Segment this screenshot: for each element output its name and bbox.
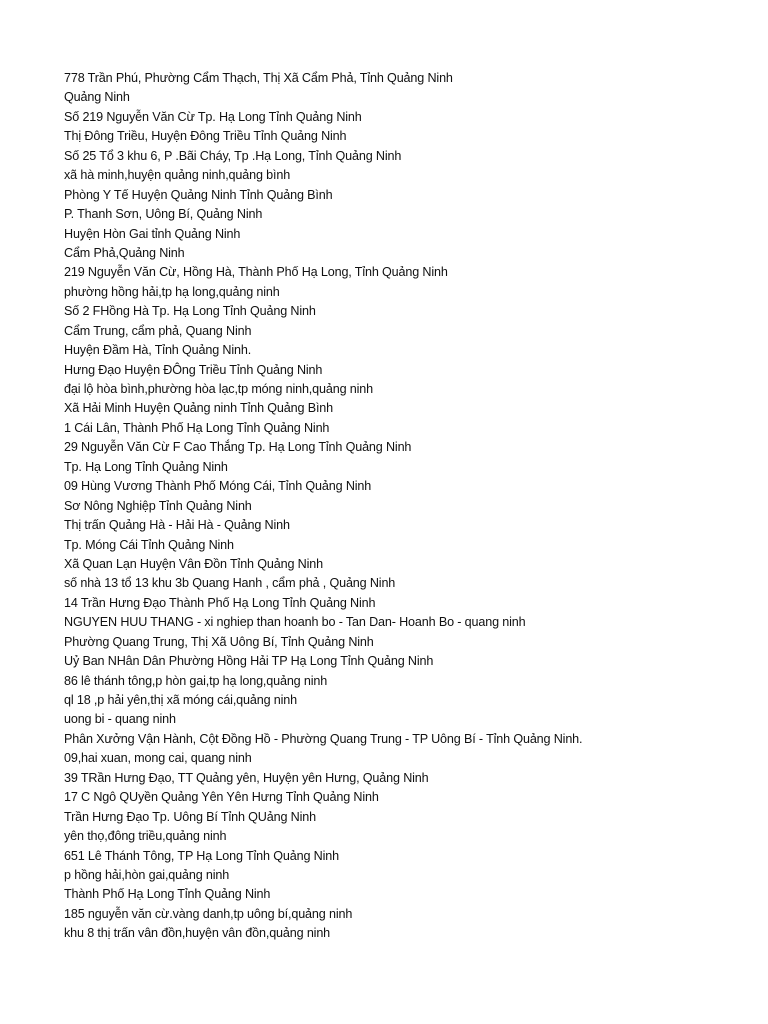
- address-line: p hồng hải,hòn gai,quảng ninh: [64, 867, 230, 882]
- address-line: 86 lê thánh tông,p hòn gai,tp hạ long,quảng ninh: [64, 673, 328, 688]
- address-line: Thị trấn Quảng Hà - Hải Hà - Quảng Ninh: [64, 518, 290, 533]
- address-line: ql 18 ,p hải yên,thị xã móng cái,quảng ninh: [64, 693, 297, 707]
- address-line: 39 TRần Hưng Đạo, TT Quảng yên, Huyện yên Hưng, Quảng Ninh: [64, 770, 429, 785]
- address-line: 219 Nguyễn Văn Cừ, Hồng Hà, Thành Phố Hạ Long, Tỉnh Quảng Ninh: [64, 265, 448, 280]
- address-line: 778 Trần Phú, Phường Cẩm Thạch, Thị Xã Cẩm Phả, Tỉnh Quảng Ninh: [64, 71, 453, 85]
- address-line: Huyện Đầm Hà, Tỉnh Quảng Ninh.: [64, 343, 252, 358]
- address-line: xã hà minh,huyện quảng ninh,quảng bình: [64, 168, 291, 183]
- address-line: Quảng Ninh: [64, 90, 130, 105]
- address-line: Uỷ Ban NHân Dân Phường Hồng Hải TP Hạ Long Tỉnh Quảng Ninh: [64, 654, 434, 669]
- address-line: Phòng Y Tế Huyện Quảng Ninh Tỉnh Quảng Bình: [64, 187, 333, 202]
- address-line: đại lộ hòa bình,phường hòa lạc,tp móng ninh,quảng ninh: [64, 382, 373, 396]
- address-line: 185 nguyễn văn cừ.vàng danh,tp uông bí,quảng ninh: [64, 906, 353, 921]
- address-line: yên thọ,đông triều,quảng ninh: [64, 829, 227, 844]
- address-line: Cẩm Trung, cẩm phả, Quang Ninh: [64, 323, 252, 338]
- address-line: P. Thanh Sơn, Uông Bí, Quảng Ninh: [64, 207, 263, 222]
- address-line: Sơ Nông Nghiệp Tỉnh Quảng Ninh: [64, 498, 252, 513]
- address-line: Thị Đông Triều, Huyện Đông Triều Tỉnh Quảng Ninh: [64, 129, 347, 144]
- address-line: Xã Quan Lạn Huyện Vân Đồn Tỉnh Quảng Ninh: [64, 556, 323, 571]
- address-line: Tp. Hạ Long Tỉnh Quảng Ninh: [64, 459, 228, 474]
- address-line: 17 C Ngô QUyền Quảng Yên Yên Hưng Tỉnh Quảng Ninh: [64, 790, 379, 805]
- address-line: Thành Phố Hạ Long Tỉnh Quảng Ninh: [64, 887, 271, 902]
- address-line: số nhà 13 tổ 13 khu 3b Quang Hanh , cẩm phả , Quảng Ninh: [64, 576, 396, 591]
- address-line: Số 25 Tổ 3 khu 6, P .Bãi Cháy, Tp .Hạ Long, Tỉnh Quảng Ninh: [64, 148, 402, 163]
- address-line: Hưng Đạo Huyện ĐÔng Triều Tỉnh Quảng Ninh: [64, 362, 323, 377]
- address-list: [64, 69, 754, 944]
- address-line: Phân Xưởng Vận Hành, Cột Đồng Hồ - Phường Quang Trung - TP Uông Bí - Tỉnh Quảng Ninh.: [64, 731, 583, 746]
- address-line: Số 219 Nguyễn Văn Cừ Tp. Hạ Long Tỉnh Quảng Ninh: [64, 109, 362, 124]
- address-line: 14 Trần Hưng Đạo Thành Phố Hạ Long Tỉnh Quảng Ninh: [64, 595, 376, 610]
- address-line: Huyện Hòn Gai tỉnh Quảng Ninh: [64, 226, 241, 241]
- address-line: 09,hai xuan, mong cai, quang ninh: [64, 751, 252, 766]
- address-line: Tp. Móng Cái Tỉnh Quảng Ninh: [64, 537, 234, 552]
- address-line: Phường Quang Trung, Thị Xã Uông Bí, Tỉnh Quảng Ninh: [64, 634, 374, 649]
- address-line: 29 Nguyễn Văn Cừ F Cao Thắng Tp. Hạ Long Tỉnh Quảng Ninh: [64, 440, 412, 455]
- address-line: Xã Hải Minh Huyện Quảng ninh Tỉnh Quảng Bình: [64, 401, 334, 416]
- address-line: 09 Hùng Vương Thành Phố Móng Cái, Tỉnh Quảng Ninh: [64, 479, 372, 494]
- address-line: khu 8 thị trấn vân đồn,huyện vân đồn,quảng ninh: [64, 926, 331, 941]
- address-line: Cẩm Phả,Quảng Ninh: [64, 245, 185, 260]
- address-line: Trần Hưng Đạo Tp. Uông Bí Tỉnh QUảng Ninh: [64, 809, 316, 824]
- address-line: phường hồng hải,tp hạ long,quảng ninh: [64, 284, 280, 299]
- address-line: Số 2 FHồng Hà Tp. Hạ Long Tỉnh Quảng Ninh: [64, 304, 316, 319]
- address-line: 1 Cái Lân, Thành Phố Hạ Long Tỉnh Quảng Ninh: [64, 420, 330, 435]
- address-line: NGUYEN HUU THANG - xi nghiep than hoanh bo - Tan Dan- Hoanh Bo - quang ninh: [64, 615, 526, 630]
- address-line: uong bi - quang ninh: [64, 712, 176, 727]
- address-line: 651 Lê Thánh Tông, TP Hạ Long Tỉnh Quảng Ninh: [64, 848, 339, 863]
